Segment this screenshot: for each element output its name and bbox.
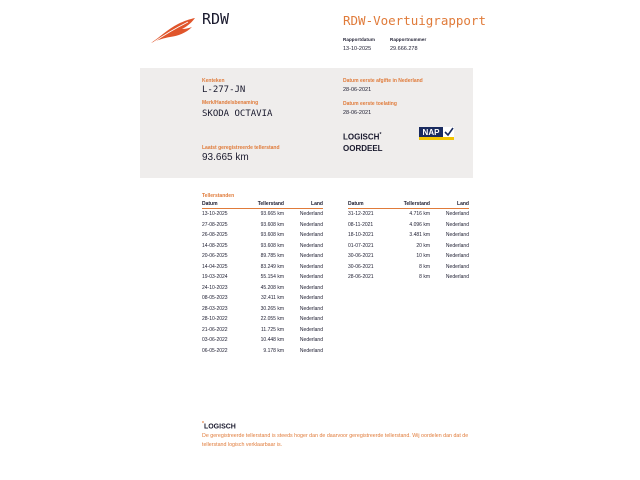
table-row	[202, 209, 323, 220]
table-row	[348, 220, 469, 231]
cell-country: Nederland	[445, 274, 469, 281]
report-number-label: Rapportnummer	[390, 37, 427, 42]
readings-table-left	[202, 199, 323, 356]
cell-reading: 30.265 km	[260, 305, 284, 312]
report-date-block	[343, 37, 375, 52]
footnote-title-text: LOGISCH	[203, 423, 236, 431]
cell-reading: 93.608 km	[260, 221, 284, 228]
table-row	[348, 230, 469, 241]
cell-country: Nederland	[299, 284, 323, 291]
cell-date: 30-06-2021	[348, 263, 374, 270]
vehicle-info-panel	[140, 68, 473, 178]
table-row	[202, 251, 323, 262]
cell-country: Nederland	[299, 305, 323, 312]
first-admission-nl-label: Datum eerste afgifte in Nederland	[343, 78, 423, 84]
panel-corner	[140, 164, 154, 178]
table-row	[202, 314, 323, 325]
make-label: Merk/Handelsbenaming	[202, 100, 259, 106]
cell-reading: 8 km	[419, 274, 430, 281]
footnote-mark: *	[202, 421, 204, 427]
table-row	[202, 293, 323, 304]
table-row	[202, 325, 323, 336]
cell-reading: 4.716 km	[409, 211, 430, 218]
cell-country: Nederland	[445, 221, 469, 228]
cell-date: 21-06-2022	[202, 326, 228, 333]
cell-country: Nederland	[445, 242, 469, 249]
table-row	[348, 262, 469, 273]
table-row	[348, 209, 469, 220]
cell-country: Nederland	[445, 253, 469, 260]
cell-country: Nederland	[299, 337, 323, 344]
svg-text:NAP: NAP	[422, 128, 440, 137]
cell-date: 08-05-2023	[202, 295, 228, 302]
cell-date: 01-07-2021	[348, 242, 374, 249]
cell-country: Nederland	[299, 221, 323, 228]
cell-date: 28-06-2021	[348, 274, 374, 281]
col-date: Datum	[348, 199, 390, 209]
cell-reading: 93.665 km	[260, 211, 284, 218]
table-row	[202, 230, 323, 241]
table-row	[348, 241, 469, 252]
col-country: Land	[430, 199, 469, 209]
cell-date: 06-05-2022	[202, 347, 228, 354]
table-row	[202, 335, 323, 346]
col-date: Datum	[202, 199, 244, 209]
rdw-logo-icon	[150, 17, 196, 45]
first-admission-nl: 28-06-2021	[343, 87, 372, 93]
cell-date: 14-04-2025	[202, 263, 228, 270]
report-date: 13-10-2025	[343, 46, 372, 52]
table-row	[348, 251, 469, 262]
cell-date: 26-08-2025	[202, 232, 228, 239]
cell-reading: 10.448 km	[260, 337, 284, 344]
readings-table-right	[348, 199, 469, 283]
report-number: 29.666.278	[390, 46, 418, 52]
brand-name: RDW	[202, 10, 230, 28]
cell-reading: 11.725 km	[261, 326, 284, 333]
cell-date: 20-06-2025	[202, 253, 228, 260]
cell-date: 03-06-2022	[202, 337, 228, 344]
cell-reading: 83.249 km	[260, 263, 284, 270]
cell-date: 27-08-2025	[202, 221, 228, 228]
cell-reading: 93.608 km	[260, 242, 284, 249]
cell-country: Nederland	[299, 211, 323, 218]
first-admission-label: Datum eerste toelating	[343, 101, 397, 107]
cell-reading: 55.154 km	[260, 274, 284, 281]
first-admission: 28-06-2021	[343, 110, 372, 116]
cell-country: Nederland	[299, 274, 323, 281]
cell-country: Nederland	[299, 232, 323, 239]
cell-date: 31-12-2021	[348, 211, 374, 218]
cell-date: 13-10-2025	[202, 211, 228, 218]
cell-reading: 4.096 km	[409, 221, 430, 228]
cell-country: Nederland	[299, 295, 323, 302]
vehicle-make: SKODA OCTAVIA	[202, 109, 273, 119]
cell-country: Nederland	[445, 211, 469, 218]
table-row	[348, 272, 469, 283]
cell-reading: 9.178 km	[263, 347, 284, 354]
cell-date: 28-10-2022	[202, 316, 228, 323]
cell-country: Nederland	[445, 232, 469, 239]
plate-label: Kenteken	[202, 78, 225, 84]
cell-country: Nederland	[299, 316, 323, 323]
cell-reading: 89.785 km	[260, 253, 284, 260]
verdict-line1: LOGISCH	[343, 132, 380, 142]
cell-date: 28-03-2023	[202, 305, 228, 312]
cell-date: 19-03-2024	[202, 274, 228, 281]
report-title: RDW-Voertuigrapport	[343, 13, 486, 28]
table-row	[202, 262, 323, 273]
verdict-line2: OORDEEL	[343, 143, 383, 153]
footnote-text: De geregistreerde tellerstand is steeds hoger dan de daarvoor geregistreerde tellerstand. Wij oordelen dan dat de tellerstand logisch verklaarbaar is.	[202, 433, 469, 448]
cell-date: 24-10-2023	[202, 284, 228, 291]
cell-country: Nederland	[299, 326, 323, 333]
cell-date: 14-08-2025	[202, 242, 228, 249]
verdict	[343, 130, 383, 154]
cell-reading: 32.411 km	[261, 295, 284, 302]
cell-reading: 3.481 km	[409, 232, 430, 239]
cell-reading: 10 km	[416, 253, 430, 260]
cell-country: Nederland	[299, 242, 323, 249]
readings-title: Tellerstanden	[202, 193, 235, 199]
cell-reading: 8 km	[419, 263, 430, 270]
table-row	[202, 272, 323, 283]
report-number-block	[390, 37, 426, 52]
license-plate: L-277-JN	[202, 85, 246, 95]
cell-reading: 20 km	[416, 242, 430, 249]
table-row	[202, 220, 323, 231]
footnote-title	[202, 421, 236, 430]
cell-date: 18-10-2021	[348, 232, 374, 239]
table-row	[202, 304, 323, 315]
report-date-label: Rapportdatum	[343, 37, 375, 42]
cell-date: 30-06-2021	[348, 253, 374, 260]
cell-reading: 93.608 km	[260, 232, 284, 239]
nap-logo-icon	[419, 127, 454, 140]
odometer-label: Laatst geregistreerde tellerstand	[202, 145, 280, 151]
cell-country: Nederland	[299, 263, 323, 270]
col-country: Land	[284, 199, 323, 209]
cell-country: Nederland	[445, 263, 469, 270]
col-reading: Tellerstand	[390, 199, 430, 209]
verdict-mark: *	[379, 132, 382, 138]
cell-reading: 22.055 km	[260, 316, 284, 323]
odometer-value: 93.665 km	[202, 152, 249, 163]
cell-country: Nederland	[299, 253, 323, 260]
cell-country: Nederland	[299, 347, 323, 354]
table-row	[202, 283, 323, 294]
cell-reading: 45.208 km	[260, 284, 284, 291]
table-row	[202, 346, 323, 357]
table-row	[202, 241, 323, 252]
cell-date: 08-11-2021	[348, 221, 374, 228]
col-reading: Tellerstand	[244, 199, 284, 209]
